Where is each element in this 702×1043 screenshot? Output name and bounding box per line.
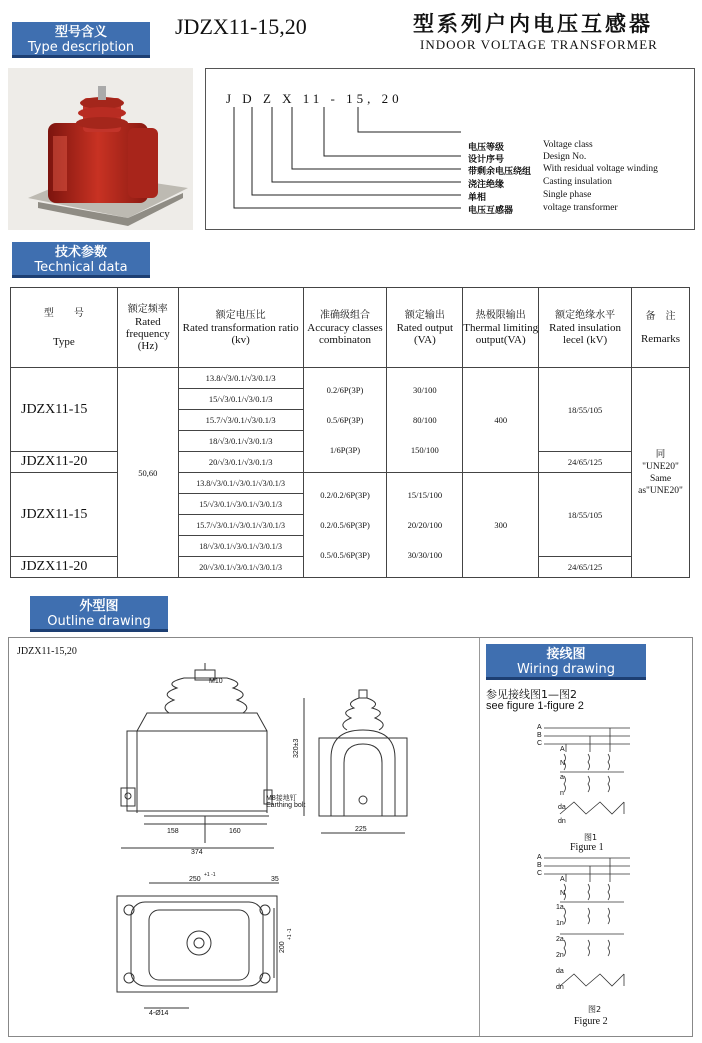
insulation-cell: 18/55/105 <box>539 473 632 557</box>
dim-374: 374 <box>191 849 203 856</box>
technical-data-tag <box>12 242 150 278</box>
type-cell: JDZX11-20 <box>11 557 118 578</box>
legend-en-0: Voltage class <box>543 140 593 150</box>
accuracy-value: 0.2/0.2/6P(3P) <box>320 490 370 500</box>
fig1-term: N <box>560 760 566 767</box>
outline-model: JDZX11-15,20 <box>17 646 77 657</box>
phase-a: A <box>537 724 542 731</box>
fig1-term: da <box>558 804 566 811</box>
legend-zh-0: 电压等级 <box>468 143 505 153</box>
header-thermal-zh: 热极限输出 <box>475 309 526 321</box>
header-frequency-zh: 额定频率 <box>127 303 168 315</box>
ratio-cell: 20/√3/0.1/√3/0.1/3 <box>178 452 303 473</box>
fig2-term: A <box>560 876 565 883</box>
phase-b: B <box>537 862 542 869</box>
dim-158: 158 <box>167 828 179 835</box>
remark-line: Same <box>649 473 672 484</box>
header-insulation <box>539 288 632 368</box>
ratio-cell: 15/√3/0.1/√3/0.1/3 <box>178 389 303 410</box>
fig2-term: 1a <box>556 904 564 911</box>
fig2-term: 2a <box>556 936 564 943</box>
model-heading: JDZX11-15,20 <box>175 14 307 39</box>
header-thermal <box>463 288 539 368</box>
accuracy-value: 0.5/0.5/6P(3P) <box>320 550 370 560</box>
legend-zh-1: 设计序号 <box>468 155 505 165</box>
phase-a: A <box>537 854 542 861</box>
header-ratio-en: Rated transformation ratio (kv) <box>182 321 299 346</box>
tag-en: Type description <box>27 40 135 55</box>
dim-m8: M8接地钉 <box>266 795 297 802</box>
tag-en: Wiring drawing <box>516 662 616 677</box>
tag-zh: 型号含义 <box>54 25 107 40</box>
output-value: 20/20/100 <box>407 520 443 530</box>
ratio-cell: 15/√3/0.1/√3/0.1/√3/0.1/3 <box>178 494 303 515</box>
type-cell: JDZX11-15 <box>11 473 118 557</box>
frequency-cell: 50,60 <box>117 368 178 578</box>
ratio-cell: 18/√3/0.1/√3/0.1/√3/0.1/3 <box>178 536 303 557</box>
wiring-drawing-tag <box>486 644 646 680</box>
figure-1-caption-zh: 图1 <box>584 833 598 842</box>
type-description-tag <box>12 22 150 58</box>
technical-data-table <box>10 287 690 578</box>
ratio-cell: 15.7/√3/0.1/√3/0.1/3 <box>178 410 303 431</box>
dim-250: 250 <box>189 876 201 883</box>
table-row <box>11 368 690 389</box>
ratio-cell: 13.8/√3/0.1/√3/0.1/√3/0.1/3 <box>178 473 303 494</box>
table-row <box>11 473 690 494</box>
outline-drawing <box>9 638 479 1036</box>
fig1-term: n <box>560 790 564 797</box>
legend-en-3: Casting insulation <box>543 177 612 187</box>
header-accuracy-en: Accuracy classes combinaton <box>307 321 383 346</box>
type-cell: JDZX11-20 <box>11 452 118 473</box>
dim-200-tol: +1 -1 <box>287 928 293 940</box>
header-insulation-zh: 额定绝缘水平 <box>555 309 616 321</box>
type-code-leaders <box>206 69 696 229</box>
fig2-term: da <box>556 968 564 975</box>
fig2-term: N <box>560 890 566 897</box>
header-type <box>11 288 118 368</box>
header-frequency-en: Rated frequency (Hz) <box>125 315 170 352</box>
type-code-panel <box>205 68 695 230</box>
insulation-cell: 24/65/125 <box>539 452 632 473</box>
figure-2-caption-en: Figure 2 <box>574 1016 608 1027</box>
fig2-term: 2n <box>556 952 564 959</box>
output-value: 15/15/100 <box>407 490 443 500</box>
remark-line: "UNE20" <box>642 461 679 472</box>
tag-en: Technical data <box>34 260 128 275</box>
dim-m10: M10 <box>209 678 223 685</box>
insulation-cell: 24/65/125 <box>539 557 632 578</box>
fig2-term: 1n <box>556 920 564 927</box>
header-row <box>11 288 690 368</box>
wiring-ref-zh: 参见接线图1—图2 <box>486 688 577 701</box>
remarks-cell <box>631 368 689 578</box>
header-type-en: Type <box>52 335 75 348</box>
tag-en: Outline drawing <box>47 614 151 629</box>
accuracy-cell <box>303 473 387 578</box>
dim-320: 320±3 <box>293 738 300 758</box>
tag-zh: 技术参数 <box>54 245 107 260</box>
remark-line: 同 <box>655 448 666 460</box>
output-cell <box>387 368 463 473</box>
header-insulation-en: Rated insulation lecel (kV) <box>549 321 621 346</box>
fig1-term: a <box>560 774 564 781</box>
header-ratio-zh: 额定电压比 <box>215 309 266 321</box>
accuracy-value: 0.2/6P(3P) <box>326 385 364 395</box>
dim-holes: 4-Ø14 <box>149 1010 169 1017</box>
outline-drawing-tag <box>30 596 168 632</box>
title-en: INDOOR VOLTAGE TRANSFORMER <box>420 37 658 52</box>
accuracy-value: 0.5/6P(3P) <box>326 415 364 425</box>
dim-250-tol: +1 -1 <box>204 872 216 878</box>
phase-c: C <box>537 740 543 747</box>
accuracy-cell <box>303 368 387 473</box>
wiring-divider <box>479 638 480 1036</box>
legend-zh-3: 浇注绝缘 <box>468 180 505 190</box>
fig1-term: A <box>560 746 565 753</box>
header-output <box>387 288 463 368</box>
dim-160: 160 <box>229 828 241 835</box>
ratio-cell: 20/√3/0.1/√3/0.1/√3/0.1/3 <box>178 557 303 578</box>
wiring-ref-en: see figure 1-figure 2 <box>486 700 584 712</box>
header-frequency <box>117 288 178 368</box>
dim-earthing-bolt: Earthing bolt <box>266 802 306 809</box>
legend-en-4: Single phase <box>543 190 592 200</box>
legend-zh-5: 电压互感器 <box>468 206 514 216</box>
header-type-zh: 型 号 <box>43 307 84 319</box>
tag-zh: 外型图 <box>79 599 119 614</box>
legend-en-1: Design No. <box>543 152 587 162</box>
output-value: 80/100 <box>413 415 437 425</box>
output-value: 30/100 <box>413 385 437 395</box>
title-zh: 型系列户内电压互感器 <box>413 12 653 36</box>
dim-200: 200 <box>279 941 286 953</box>
fig1-coils <box>560 728 624 814</box>
header-remarks-zh: 备 注 <box>645 310 676 322</box>
output-cell <box>387 473 463 578</box>
product-photo <box>8 68 193 230</box>
type-code: J D Z X 11 - 15, 20 <box>226 91 403 106</box>
ratio-cell: 18/√3/0.1/√3/0.1/3 <box>178 431 303 452</box>
legend-en-5: voltage transformer <box>543 203 618 213</box>
dim-225: 225 <box>355 826 367 833</box>
figure-2-caption-zh: 图2 <box>588 1005 602 1014</box>
header-output-en: Rated output (VA) <box>396 321 454 346</box>
wiring-diagrams <box>530 718 640 1030</box>
phase-c: C <box>537 870 543 877</box>
accuracy-value: 0.2/0.5/6P(3P) <box>320 520 370 530</box>
legend-zh-2: 带剩余电压绕组 <box>468 167 532 177</box>
fig2-term: dn <box>556 984 564 991</box>
fig1-term: dn <box>558 818 566 825</box>
thermal-cell: 400 <box>463 368 539 473</box>
type-cell: JDZX11-15 <box>11 368 118 452</box>
header-accuracy <box>303 288 387 368</box>
output-value: 30/30/100 <box>407 550 443 560</box>
header-ratio <box>178 288 303 368</box>
accuracy-value: 1/6P(3P) <box>329 445 361 455</box>
legend-en-2: With residual voltage winding <box>543 164 658 174</box>
legend-zh-4: 单相 <box>468 193 487 203</box>
tag-zh: 接线图 <box>546 647 586 662</box>
dim-35: 35 <box>271 876 279 883</box>
remark-line: as"UNE20" <box>638 485 683 496</box>
header-remarks-en: Remarks <box>640 332 681 345</box>
figure-1-caption-en: Figure 1 <box>570 842 604 853</box>
header-remarks <box>631 288 689 368</box>
thermal-cell: 300 <box>463 473 539 578</box>
header-thermal-en: Thermal limiting output(VA) <box>463 321 539 346</box>
phase-b: B <box>537 732 542 739</box>
fig2-coils <box>560 858 624 986</box>
ratio-cell: 13.8/√3/0.1/√3/0.1/3 <box>178 368 303 389</box>
insulation-cell: 18/55/105 <box>539 368 632 452</box>
output-value: 150/100 <box>410 445 439 455</box>
header-accuracy-zh: 准确级组合 <box>319 309 370 321</box>
header-output-zh: 额定输出 <box>404 309 445 321</box>
ratio-cell: 15.7/√3/0.1/√3/0.1/√3/0.1/3 <box>178 515 303 536</box>
